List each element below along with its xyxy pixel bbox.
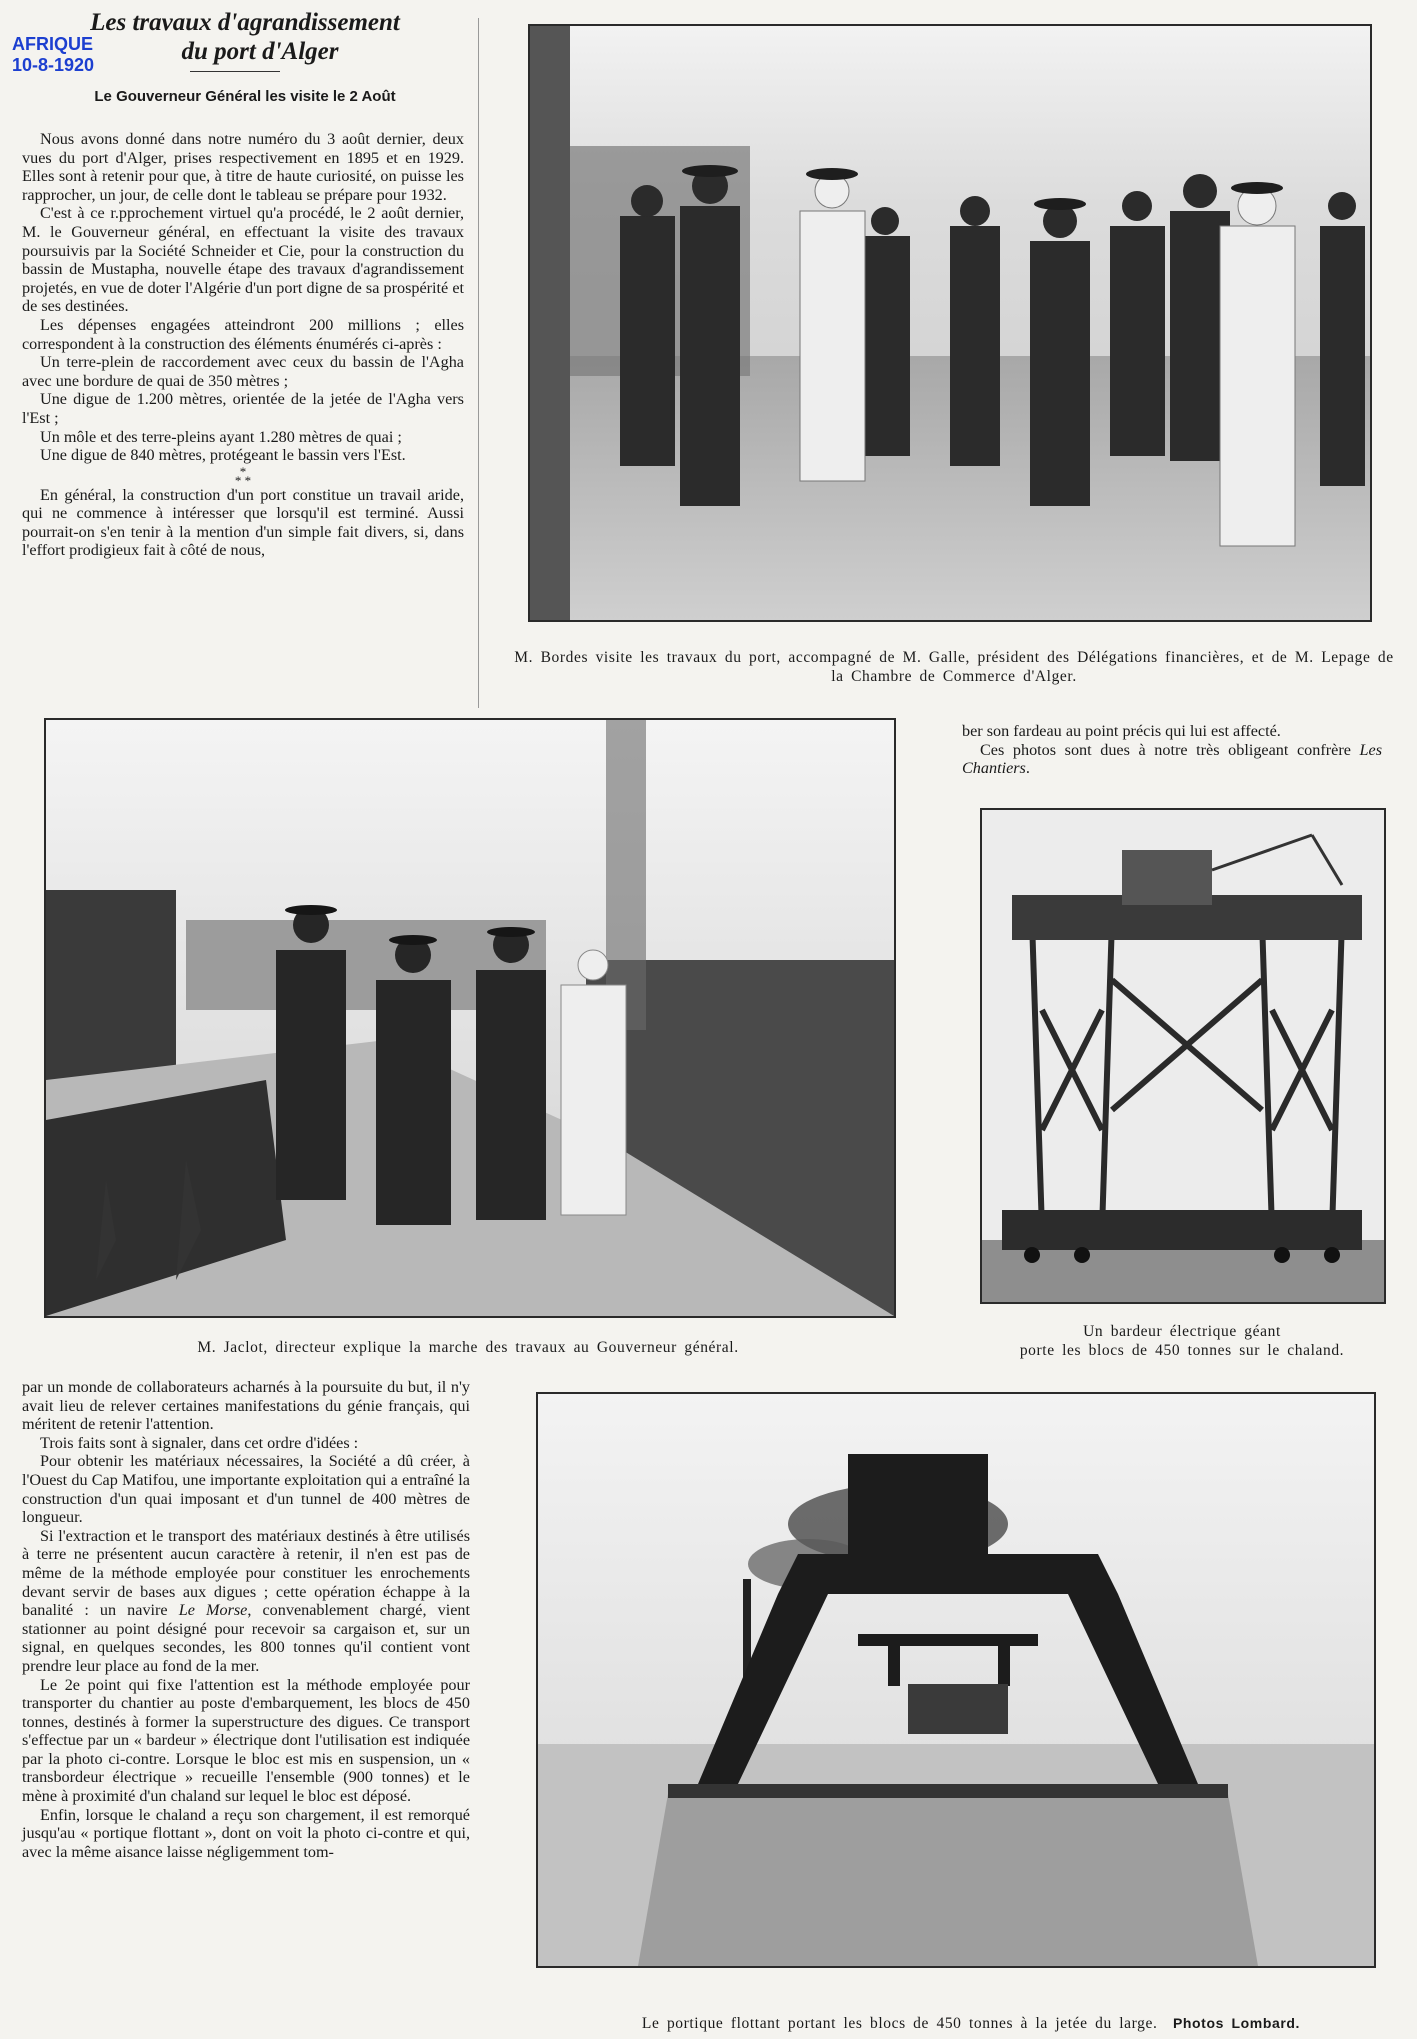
text-run: Si l'extraction et le transport des matériaux destinés à être utilisés à terre ne présentent aucun caractère à retenir, il n'en est pas de même de la méthode employée pour constituer les enrochements devant servir de bases aux digues ; cette opération échappe à la banalité : un navire [22, 1526, 470, 1620]
list-item: Une digue de 840 mètres, protégeant le bassin vers l'Est. [40, 446, 406, 465]
paragraph: Le 2e point qui fixe l'attention est la méthode employée pour transporter du chantier au poste d'embarquement, les blocs de 450 tonnes, destinés à former la superstructure des digues. Ce transport s'effectue par un « bardeur » électrique dont l'utilisation est indiquée par la photo ci-contre. Lorsque le bloc est mis en suspension, un « transbordeur électrique » recueille l'ensemble (900 tonnes) et le mène à proximité d'un chaland sur lequel le bloc est déposé. [22, 1675, 470, 1806]
article-title [30, 8, 460, 66]
photo-electric-carrier [980, 808, 1386, 1304]
caption-photo-3-line-2: porte les blocs de 450 tonnes sur le chaland. [1019, 1342, 1345, 1359]
caption-photo-2: M. Jaclot, directeur explique la marche des travaux au Gouverneur général. [197, 1339, 739, 1356]
paragraph [962, 741, 1382, 778]
list-item: Un môle et des terre-pleins ayant 1.280 mètres de quai ; [40, 427, 402, 446]
title-divider [190, 71, 280, 72]
caption-photo-4 [536, 2014, 1406, 2033]
list-item: Un terre-plein de raccordement avec ceux du bassin de l'Agha avec une bordure de quai de 350 mètres ; [22, 353, 464, 390]
photo-director-explains [44, 718, 896, 1318]
ship-name: Le Morse [178, 1601, 248, 1620]
caption-photo-3 [962, 1322, 1402, 1360]
caption-photo-1: M. Bordes visite les travaux du port, accompagné de M. Galle, président des Délégations financières, et de M. Lepage de la Chambre de Commerce d'Alger. [514, 649, 1394, 685]
list-item: Une digue de 1.200 mètres, orientée de la jetée de l'Agha vers l'Est ; [22, 390, 464, 427]
photo-electric-carrier-image [982, 810, 1384, 1302]
caption-photo-4-text: Le portique flottant portant les blocs de 450 tonnes à la jetée du large. [641, 2015, 1158, 2032]
caption-photo-3-line-1: Un bardeur électrique géant [1083, 1323, 1281, 1340]
column-3-text [962, 722, 1382, 778]
paragraph: Les dépenses engagées atteindront 200 millions ; elles correspondent à la construction des éléments énumérés ci-après : [22, 315, 464, 353]
title-line-2: du port d'Alger [181, 38, 339, 65]
publication-name: Les Chantiers [962, 740, 1382, 778]
article-subtitle: Le Gouverneur Général les visite le 2 Août [94, 88, 396, 105]
section-separator: * * * [234, 463, 252, 488]
column-divider [478, 18, 479, 708]
photo-director-explains-image [46, 720, 894, 1316]
paragraph: Enfin, lorsque le chaland a reçu son chargement, il est remorqué jusqu'au « portique flottant », dont on voit la photo ci-contre et qui, avec la même aisance laisse négligemment tom- [22, 1805, 470, 1861]
paragraph: par un monde de collaborateurs acharnés à la poursuite du but, il n'y avait lieu de relever certaines manifestations du génie français, qui méritent de retenir l'attention. [22, 1378, 470, 1434]
title-line-1: Les travaux d'agrandissement [90, 9, 400, 36]
stamp-date: 10-8-1920 [12, 55, 95, 75]
column-2-text [22, 1378, 470, 1861]
paragraph: Trois faits sont à signaler, dans cet ordre d'idées : [40, 1433, 359, 1452]
photo-officials-visit [528, 24, 1372, 622]
stamp-publication: AFRIQUE [12, 34, 93, 54]
text-run: . [1025, 759, 1030, 778]
paragraph: Pour obtenir les matériaux nécessaires, la Société a dû créer, à l'Ouest du Cap Matifou, une importante exploitation qui a entraîné la construction d'un quai imposant et d'un tunnel de 400 mètres de longueur. [22, 1452, 470, 1527]
photo-floating-gantry [536, 1392, 1376, 1968]
photo-officials-visit-image [530, 26, 1370, 620]
paragraph [22, 1527, 470, 1676]
paragraph: Nous avons donné dans notre numéro du 3 août dernier, deux vues du port d'Alger, prises respectivement en 1895 et en 1929. Elles sont à retenir pour que, à titre de haute curiosité, on puisse les rapprocher, un jour, de celle dont le tableau se prépare pour 1932. [22, 130, 464, 204]
column-1-text [22, 130, 464, 560]
photo-credit: Photos Lombard. [1172, 2015, 1301, 2031]
photo-floating-gantry-image [538, 1394, 1374, 1966]
paragraph: ber son fardeau au point précis qui lui est affecté. [962, 722, 1281, 740]
paragraph: C'est à ce r.pprochement virtuel qu'a procédé, le 2 août dernier, M. le Gouverneur général, en effectuant la visite des travaux poursuivis par la Société Schneider et Cie, pour la construction du bassin de Mustapha, nouvelle étape des travaux d'agrandissement projetés, en vue de doter l'Algérie d'un port digne de sa prospérité et de ses destinées. [22, 204, 464, 316]
text-run: Ces photos sont dues à notre très obligeant confrère [980, 740, 1360, 759]
paragraph: En général, la construction d'un port constitue un travail aride, qui ne commence à intéresser que lorsqu'il est terminé. Aussi pourrait-on s'en tenir à la mention d'un simple fait divers, si, dans l'effort prodigieux fait à côté de nous, [22, 485, 464, 560]
text-run: , convenablement chargé, vient stationner au point désigné pour recevoir sa cargaison et, sur un signal, en quelques secondes, les 800 tonnes qu'il contient vont prendre leur place au fond de la mer. [22, 1601, 470, 1675]
